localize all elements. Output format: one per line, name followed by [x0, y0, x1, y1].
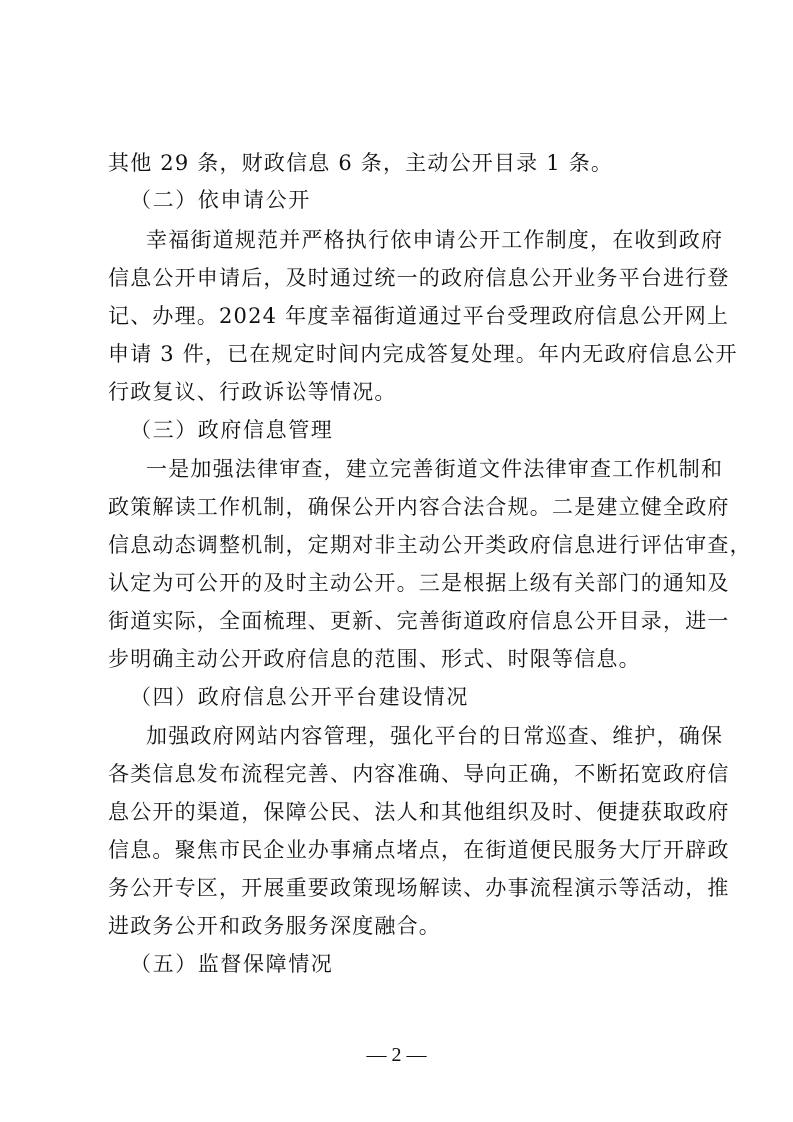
paragraph-line: 务公开专区，开展重要政策现场解读、办事流程演示等活动，推	[108, 876, 730, 900]
paragraph-line: 息公开的渠道，保障公民、法人和其他组织及时、便捷获取政府	[108, 800, 730, 824]
paragraph-line: 信息公开申请后，及时通过统一的政府信息公开业务平台进行登	[108, 266, 730, 290]
paragraph-line: 信息。聚焦市民企业办事痛点堵点，在街道便民服务大厅开辟政	[108, 838, 730, 862]
paragraph-line: 一是加强法律审查，建立完善街道文件法律审查工作机制和	[146, 457, 724, 481]
paragraph-line: 政策解读工作机制，确保公开内容合法合规。二是建立健全政府	[108, 495, 730, 519]
section-heading-platform-construction: （四）政府信息公开平台建设情况	[130, 685, 469, 709]
paragraph-line: 行政复议、行政诉讼等情况。	[108, 380, 397, 404]
paragraph-line: 认定为可公开的及时主动公开。三是根据上级有关部门的通知及	[108, 571, 730, 595]
paragraph-line: 申请 3 件，已在规定时间内完成答复处理。年内无政府信息公开	[108, 342, 738, 366]
section-heading-supervision: （五）监督保障情况	[130, 952, 334, 976]
paragraph-line: 信息动态调整机制，定期对非主动公开类政府信息进行评估审查，	[108, 533, 752, 557]
section-heading-apply-disclosure: （二）依申请公开	[130, 188, 311, 212]
paragraph-line: 幸福街道规范并严格执行依申请公开工作制度，在收到政府	[146, 228, 724, 252]
paragraph-line: 步明确主动公开政府信息的范围、形式、时限等信息。	[108, 647, 641, 671]
page-number: — 2 —	[366, 1044, 427, 1066]
paragraph-line: 其他 29 条，财政信息 6 条，主动公开目录 1 条。	[108, 151, 614, 175]
paragraph-line: 各类信息发布流程完善、内容准确、导向正确，不断拓宽政府信	[108, 762, 730, 786]
paragraph-line: 加强政府网站内容管理，强化平台的日常巡查、维护，确保	[146, 724, 724, 748]
paragraph-line: 街道实际，全面梳理、更新、完善街道政府信息公开目录，进一	[108, 609, 730, 633]
section-heading-info-management: （三）政府信息管理	[130, 418, 334, 442]
paragraph-line: 记、办理。2024 年度幸福街道通过平台受理政府信息公开网上	[108, 304, 730, 328]
paragraph-line: 进政务公开和政务服务深度融合。	[108, 914, 441, 938]
